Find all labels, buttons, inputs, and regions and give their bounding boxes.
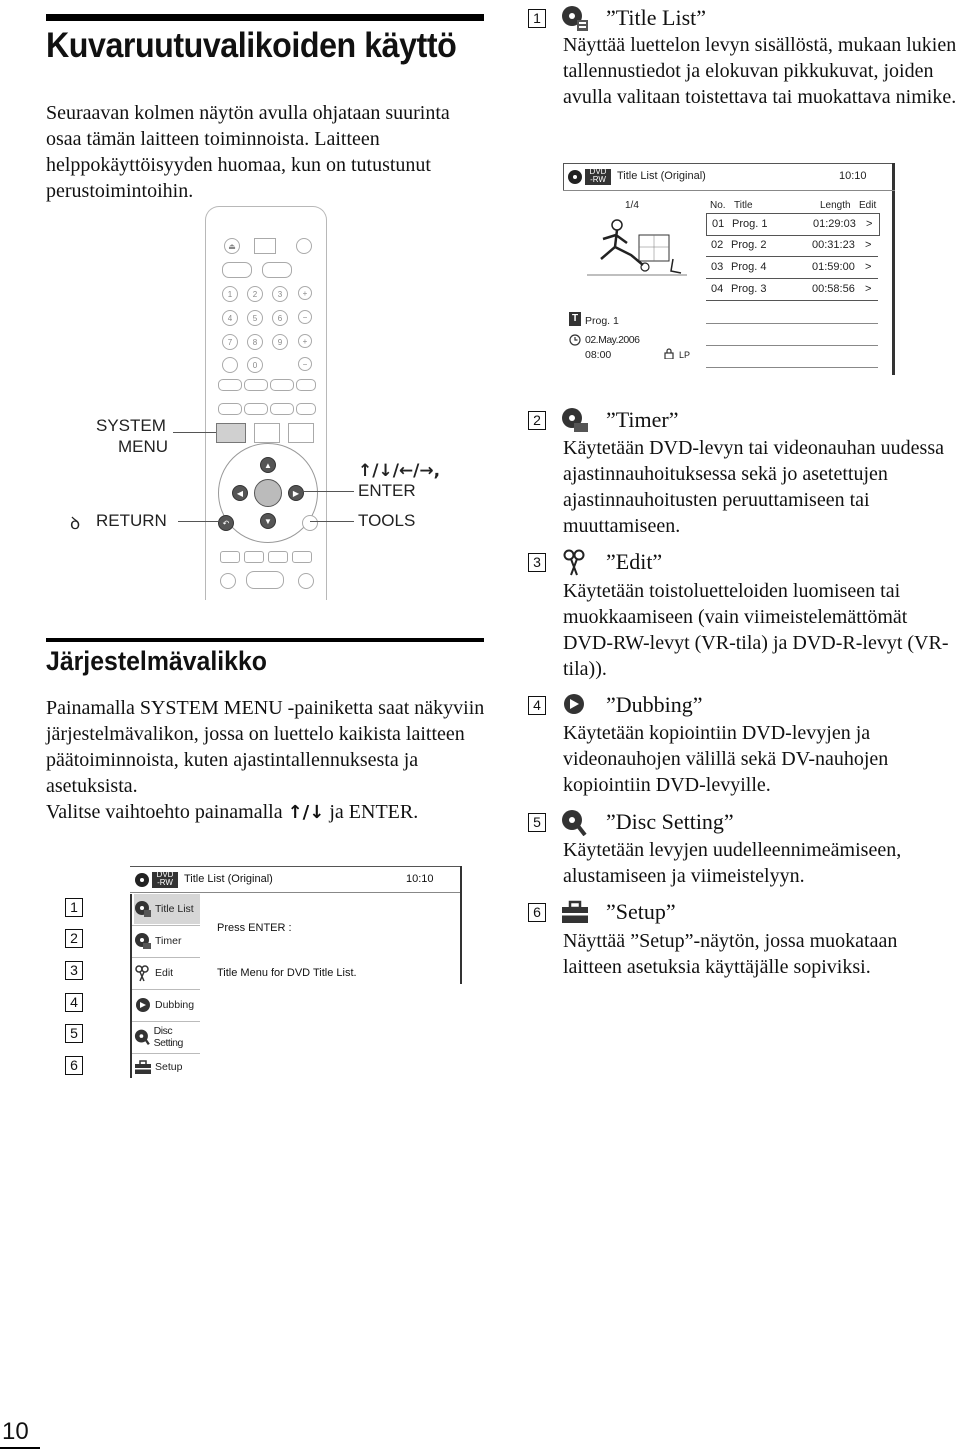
screen-right-border	[892, 163, 895, 375]
arrow-right-button[interactable]: ▶	[288, 485, 304, 501]
menu-item-edit[interactable]	[134, 958, 200, 988]
timer-icon	[560, 406, 590, 434]
num-key-4[interactable]: 4	[222, 310, 238, 326]
disc-type-bottom: -RW	[590, 175, 606, 184]
channel-plus-button[interactable]: +	[298, 334, 312, 348]
screen-right-border	[460, 866, 462, 984]
instruction-suffix: ja ENTER.	[324, 801, 419, 823]
enter-label: ENTER	[358, 481, 416, 500]
screen-left-border	[130, 894, 132, 1078]
info-line	[706, 367, 878, 368]
item-title-text: ”Timer”	[606, 407, 679, 432]
timer-key[interactable]	[254, 423, 280, 443]
num-key-1[interactable]: 1	[222, 286, 238, 302]
instruction-prefix: Valitse vaihtoehto painamalla	[46, 801, 288, 823]
title-list-key[interactable]	[218, 403, 242, 415]
title-row[interactable]	[706, 257, 878, 279]
function-button-right[interactable]	[262, 262, 292, 278]
leader-return	[178, 521, 218, 522]
setup-toolbox-icon	[560, 898, 590, 926]
return-glyph: ꝺ	[70, 514, 81, 534]
item-body-timer: Käytetään DVD-levyn tai videonauhan uudessa ajastinnauhoituksessa sekä jo asetettujen ajastinnauhoitusten peruuttamiseen tai muuttamiseen.	[563, 437, 944, 537]
num-key-5[interactable]: 5	[247, 310, 263, 326]
leader-tools	[310, 521, 354, 522]
title-badge: T	[569, 312, 581, 326]
menu-item-title-list[interactable]	[134, 894, 200, 924]
item-title-text: ”Dubbing”	[606, 692, 703, 717]
menu-item-dubbing[interactable]	[134, 990, 200, 1020]
row-no: 01	[712, 218, 725, 230]
row-no: 02	[711, 239, 724, 251]
disc-type-bottom: -RW	[157, 878, 173, 887]
page-number: 10	[2, 1418, 29, 1445]
return-label: RETURN	[96, 511, 167, 530]
row-title: Prog. 3	[731, 283, 767, 295]
screen-header-line	[130, 892, 462, 893]
screen-top-border	[563, 163, 895, 164]
item-marker-6: 6	[528, 903, 546, 922]
title-row[interactable]	[706, 235, 878, 257]
item-marker-5: 5	[528, 813, 546, 832]
arrow-left-button[interactable]: ◀	[232, 485, 248, 501]
row-title: Prog. 4	[731, 261, 767, 273]
menu-item-timer[interactable]	[134, 926, 200, 956]
info-mode: LP	[679, 350, 691, 360]
display-button[interactable]	[254, 238, 276, 254]
dubbing-icon	[560, 691, 590, 719]
item-title-text: ”Edit”	[606, 549, 663, 574]
item-dubbing	[528, 691, 703, 719]
item-edit	[528, 548, 662, 576]
info-date: 02.May.2006	[585, 334, 640, 346]
prev-button[interactable]	[220, 551, 240, 563]
num-key-0[interactable]: 0	[247, 357, 263, 373]
menu-marker-3: 3	[65, 961, 83, 980]
angle-button[interactable]	[270, 379, 294, 391]
num-key-3[interactable]: 3	[272, 286, 288, 302]
info-time: 08:00	[585, 349, 612, 361]
menu-marker-6: 6	[65, 1056, 83, 1075]
page-indicator: 1/4	[625, 200, 639, 211]
title-list-icon	[134, 900, 152, 918]
setup-toolbox-icon	[134, 1058, 152, 1076]
menu-item-label: Disc Setting	[153, 1025, 183, 1049]
num-key-2[interactable]: 2	[247, 286, 263, 302]
item-title-text: ”Title List”	[606, 5, 707, 30]
dubbing-icon	[134, 996, 152, 1014]
screen-top-border	[130, 866, 462, 867]
arrows-label: ↑/↓/←/→,	[358, 461, 441, 481]
title-list-screen	[563, 163, 895, 375]
menu-item-label: Setup	[155, 1061, 183, 1073]
menu-key[interactable]	[270, 403, 294, 415]
power-button[interactable]	[296, 238, 312, 254]
rewind-button[interactable]	[244, 551, 264, 563]
heading-rule	[46, 14, 484, 21]
menu-marker-1: 1	[65, 898, 83, 917]
title-row[interactable]	[706, 213, 880, 236]
section-heading: Järjestelmävalikko	[46, 646, 267, 676]
function-button-left[interactable]	[222, 262, 252, 278]
item-marker-2: 2	[528, 411, 546, 430]
menu-item-label: Edit	[155, 967, 174, 979]
section-instruction	[46, 799, 486, 826]
tools-button[interactable]	[302, 515, 318, 531]
section-body: Painamalla SYSTEM MENU -painiketta saat näkyviin järjestelmävalikon, jossa on luettelo kaikista laitteen päätoiminnoista, kuten ajastintallennuksesta ja asetuksista.	[46, 697, 485, 797]
intro-text: Seuraavan kolmen näytön avulla ohjataan suurinta osaa tämän laitteen toiminnoista. Laitteen helppokäyttöisyyden huomaa, kun on tutustunut perustoimintoihin.	[46, 102, 450, 202]
tools-label: TOOLS	[358, 511, 416, 530]
disc-type-top: DVD	[589, 167, 607, 176]
section-rule	[46, 638, 484, 642]
system-menu-button[interactable]	[216, 423, 246, 443]
page-title: Kuvaruutuvalikoiden käyttö	[46, 26, 457, 65]
col-edit: Edit	[859, 200, 877, 211]
leader-enter	[300, 491, 354, 492]
eject-button[interactable]: ⏏	[224, 238, 240, 254]
next-button[interactable]	[292, 551, 312, 563]
title-list-screen-title: Title List (Original)	[617, 170, 706, 182]
item-title-text: ”Setup”	[606, 899, 676, 924]
volume-plus-button[interactable]: +	[298, 286, 312, 300]
row-length: 00:31:23	[812, 239, 855, 251]
item-body-edit: Käytetään toistoluetteloiden luomiseen tai muokkaamiseen (vain viimeistelemättömät DVD-RW-levyt (VR-tila) ja DVD-R-levyt (VR-tila)).	[563, 580, 949, 680]
row-length: 01:59:00	[812, 261, 855, 273]
subtitle-button[interactable]	[244, 379, 268, 391]
enter-button[interactable]	[254, 479, 282, 507]
col-length: Length	[820, 200, 851, 211]
item-marker-1: 1	[528, 9, 546, 28]
item-setup	[528, 898, 676, 926]
item-timer	[528, 406, 679, 434]
item-body-disc-setting: Käytetään levyjen uudelleennimeämiseen, alustamiseen ja viimeistelyyn.	[563, 839, 902, 887]
item-disc-setting	[528, 808, 734, 836]
menu-item-disc-setting[interactable]	[134, 1022, 200, 1052]
disc-setting-icon	[560, 808, 590, 836]
disc-setting-icon	[134, 1028, 151, 1046]
disc-type	[585, 168, 611, 184]
menu-item-label: Title List	[155, 903, 194, 915]
menu-marker-2: 2	[65, 929, 83, 948]
arrow-down-button[interactable]: ▼	[260, 513, 276, 529]
protect-lock-icon	[664, 348, 674, 359]
scan-forward-button[interactable]	[298, 573, 314, 589]
timer-icon	[134, 932, 152, 950]
menu-item-label: Timer	[155, 935, 182, 947]
item-title-list	[528, 4, 706, 32]
col-no: No.	[710, 200, 726, 211]
system-menu-screen	[130, 866, 462, 1078]
menu-item-setup[interactable]	[134, 1052, 200, 1082]
edit-scissors-icon	[134, 964, 152, 982]
menu-marker-5: 5	[65, 1024, 83, 1043]
volume-minus-button[interactable]: −	[298, 310, 312, 324]
item-body-dubbing: Käytetään kopiointiin DVD-levyjen ja videonauhojen välillä sekä DV-nauhojen kopiointiin DVD-levyille.	[563, 722, 889, 796]
num-key-8[interactable]: 8	[247, 334, 263, 350]
title-list-screen-time: 10:10	[839, 170, 867, 182]
info-line	[706, 323, 878, 324]
marker-key[interactable]	[296, 403, 316, 415]
display-key[interactable]	[288, 423, 314, 443]
menu-description: Title Menu for DVD Title List.	[217, 967, 357, 979]
clear-button[interactable]	[222, 357, 238, 373]
row-title: Prog. 1	[732, 218, 768, 230]
item-body-setup: Näyttää ”Setup”-näytön, jossa muokataan laitteen asetuksia käyttäjälle sopiviksi.	[563, 930, 898, 978]
row-length: 01:29:03	[813, 218, 856, 230]
disc-type-top: DVD	[156, 870, 174, 879]
item-title-text: ”Disc Setting”	[606, 809, 734, 834]
instruction-arrows: ↑/↓	[287, 802, 325, 823]
screen-header-line	[563, 190, 895, 191]
col-title: Title	[734, 200, 753, 211]
row-edit-arrow[interactable]: >	[865, 283, 872, 295]
zoom-button[interactable]	[296, 379, 316, 391]
scan-back-button[interactable]	[220, 573, 236, 589]
row-edit-arrow[interactable]: >	[865, 239, 872, 251]
menu-screen-title: Title List (Original)	[184, 873, 273, 885]
channel-minus-button[interactable]: −	[298, 357, 312, 371]
row-edit-arrow[interactable]: >	[866, 218, 873, 230]
row-no: 03	[711, 261, 724, 273]
leader-system-menu	[173, 432, 216, 433]
item-marker-3: 3	[528, 553, 546, 572]
menu-marker-4: 4	[65, 993, 83, 1012]
title-row[interactable]	[706, 279, 878, 301]
edit-scissors-icon	[560, 548, 590, 576]
item-marker-4: 4	[528, 696, 546, 715]
remote-control	[205, 206, 327, 600]
menu-item-label: Dubbing	[155, 999, 195, 1011]
thumbnail-image	[587, 215, 687, 279]
system-menu-label-2: MENU	[118, 437, 169, 456]
play-button[interactable]	[246, 571, 284, 589]
num-key-9[interactable]: 9	[272, 334, 288, 350]
arrow-up-button[interactable]: ▲	[260, 457, 276, 473]
row-title: Prog. 2	[731, 239, 767, 251]
row-edit-arrow[interactable]: >	[865, 261, 872, 273]
row-length: 00:58:56	[812, 283, 855, 295]
title-list-icon	[560, 4, 590, 32]
audio-button[interactable]	[218, 379, 242, 391]
item-body-title-list: Näyttää luettelon levyn sisällöstä, mukaan lukien tallennustiedot ja elokuvan pikkukuvat, joiden avulla valitaan toistettava tai muokattava nimike.	[563, 34, 957, 108]
screen-left-border	[563, 163, 564, 191]
num-key-6[interactable]: 6	[272, 310, 288, 326]
clock-icon	[569, 334, 581, 346]
num-key-7[interactable]: 7	[222, 334, 238, 350]
forward-button[interactable]	[268, 551, 288, 563]
row-no: 04	[711, 283, 724, 295]
return-button[interactable]: ↶	[218, 515, 234, 531]
info-line	[706, 345, 878, 346]
disc-type	[152, 871, 178, 887]
system-menu-label: SYSTEM	[96, 416, 166, 435]
top-menu-key[interactable]	[244, 403, 268, 415]
press-enter-text: Press ENTER :	[217, 922, 292, 934]
menu-screen-time: 10:10	[406, 873, 434, 885]
info-title: Prog. 1	[585, 315, 619, 327]
